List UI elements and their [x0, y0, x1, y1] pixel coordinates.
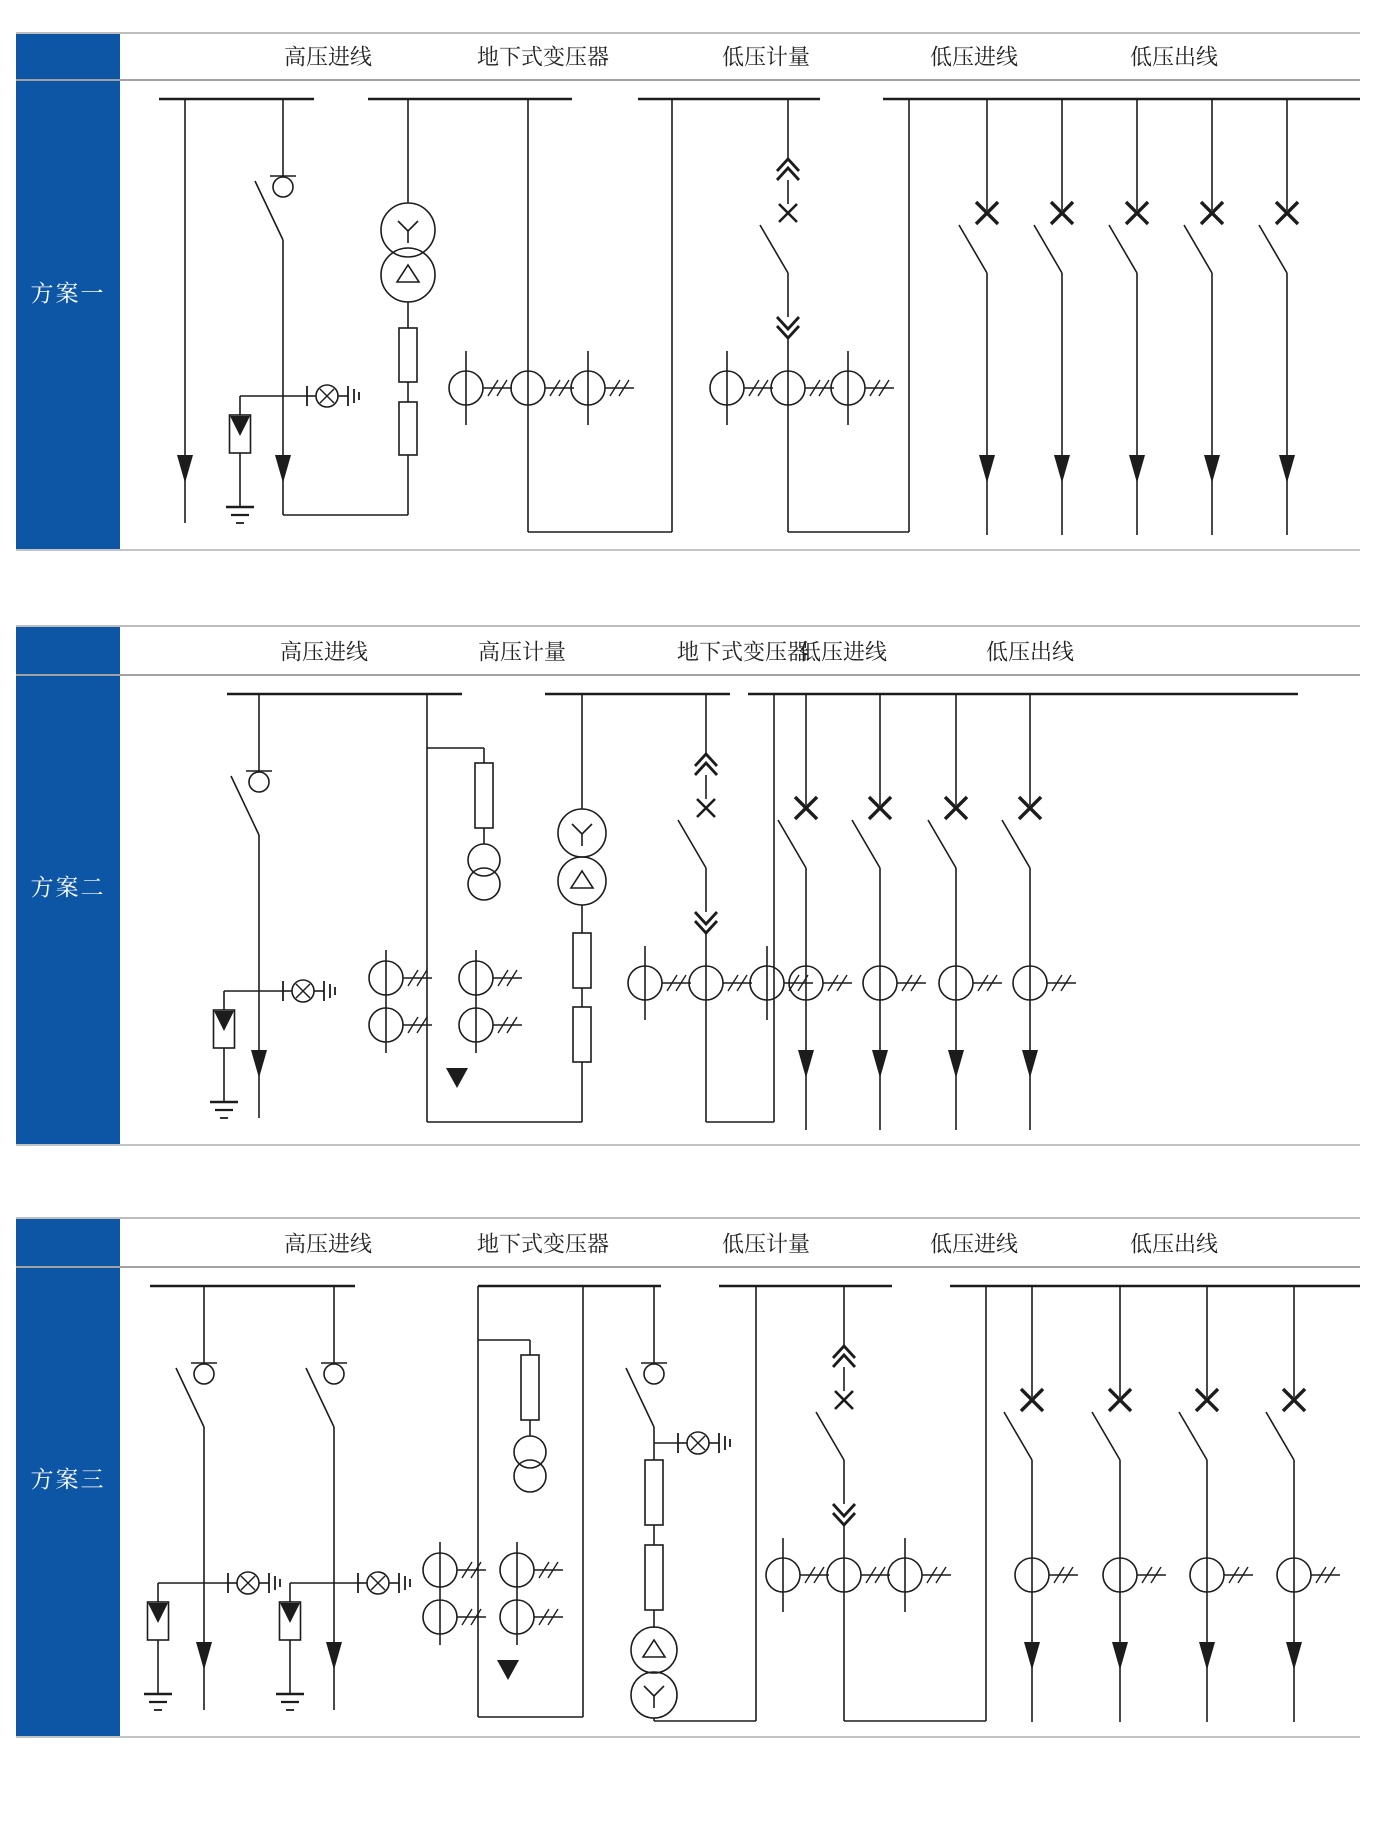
p3-metering-loop-section	[423, 1286, 661, 1717]
panel2-bottom-border	[16, 1144, 1360, 1146]
p1-col-transformer: 地下式变压器	[476, 44, 610, 70]
p2-col-hv-incoming: 高压进线	[279, 639, 369, 665]
p2-col-hv-metering: 高压计量	[477, 639, 567, 665]
p3-col-transformer: 地下式变压器	[476, 1231, 610, 1257]
p2-col-transformer: 地下式变压器	[676, 639, 810, 665]
scheme-sidebar-3	[16, 1217, 120, 1738]
p1-lv-feeder-section	[883, 99, 1360, 535]
panel3-header-divider	[16, 1266, 1360, 1268]
panel1-header-divider	[16, 79, 1360, 81]
p3-lv-feeder-section	[950, 1286, 1360, 1722]
p3-col-hv-incoming: 高压进线	[283, 1231, 373, 1257]
scheme-name-2: 方案二	[30, 874, 106, 900]
p2-hv-metering-section	[369, 694, 522, 1122]
p3-col-lv-incoming: 低压进线	[929, 1231, 1019, 1257]
panel2-header-divider	[16, 674, 1360, 676]
p3-transformer-section	[626, 1286, 756, 1721]
p3-col-lv-outgoing: 低压出线	[1129, 1231, 1219, 1257]
panel3-bottom-border	[16, 1736, 1360, 1738]
p3-hv-incoming-section	[144, 1286, 410, 1710]
p1-hv-incoming-section	[159, 99, 359, 523]
p1-col-lv-incoming: 低压进线	[929, 44, 1019, 70]
scheme-sidebar-2	[16, 625, 120, 1146]
p1-col-lv-outgoing: 低压出线	[1129, 44, 1219, 70]
panel2-top-border	[16, 625, 1360, 627]
p1-lv-metering-section	[638, 99, 909, 532]
panel3-top-border	[16, 1217, 1360, 1219]
p2-col-lv-incoming: 低压进线	[798, 639, 888, 665]
panel1-top-border	[16, 32, 1360, 34]
p2-lv-feeder-section	[748, 694, 1298, 1130]
p1-col-lv-metering: 低压计量	[721, 44, 811, 70]
p3-col-lv-metering: 低压计量	[721, 1231, 811, 1257]
scheme-sidebar-1	[16, 32, 120, 551]
p1-col-hv-incoming: 高压进线	[283, 44, 373, 70]
scheme-name-3: 方案三	[30, 1466, 106, 1492]
p2-hv-incoming-section	[210, 694, 462, 1118]
p1-transformer-section	[283, 99, 672, 532]
p2-transformer-section	[427, 694, 813, 1122]
panel1-bottom-border	[16, 549, 1360, 551]
scheme-name-1: 方案一	[30, 280, 106, 306]
p2-col-lv-outgoing: 低压出线	[985, 639, 1075, 665]
p3-lv-metering-section	[719, 1286, 986, 1721]
